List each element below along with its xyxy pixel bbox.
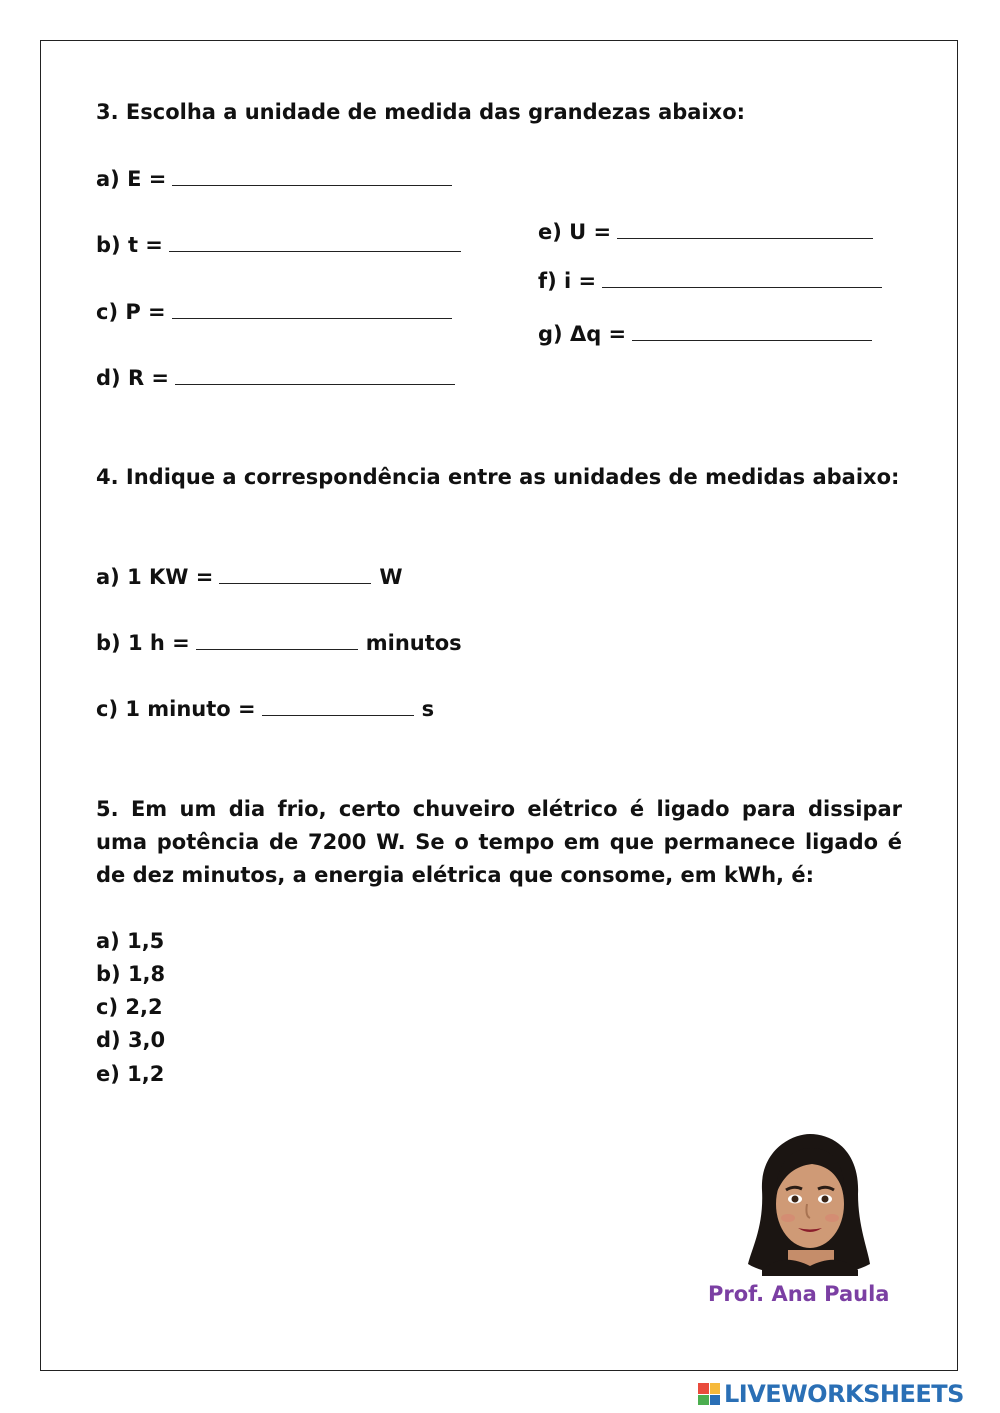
q4-item-b bbox=[96, 627, 462, 660]
q3-label-a: a) E = bbox=[96, 167, 167, 191]
answer-blank-d[interactable] bbox=[175, 362, 455, 385]
q4-unit-b: minutos bbox=[365, 631, 462, 655]
q3-item-b bbox=[96, 229, 461, 262]
q3-item-e bbox=[538, 216, 873, 249]
q4-item-c bbox=[96, 693, 434, 726]
q4-label-a: a) 1 KW = bbox=[96, 565, 214, 589]
answer-blank-g[interactable] bbox=[632, 318, 872, 341]
q3-label-b: b) t = bbox=[96, 233, 163, 257]
q3-title: 3. Escolha a unidade de medida das grandezas abaixo: bbox=[96, 100, 746, 124]
q3-item-a bbox=[96, 163, 452, 196]
answer-blank-b[interactable] bbox=[169, 229, 461, 252]
q4-blank-a[interactable] bbox=[219, 561, 371, 584]
liveworksheets-text: LIVEWORKSHEETS bbox=[724, 1380, 964, 1408]
q3-item-g bbox=[538, 318, 872, 351]
answer-blank-c[interactable] bbox=[172, 296, 452, 319]
q4-blank-b[interactable] bbox=[196, 627, 358, 650]
q3-label-d: d) R = bbox=[96, 366, 170, 390]
q5-option-b[interactable]: b) 1,8 bbox=[96, 962, 166, 986]
q5-text: 5. Em um dia frio, certo chuveiro elétrico é ligado para dissipar uma potência de 7200 W. Se o tempo em que permanece ligado é de dez minutos, a energia elétrica que consome, em kWh, é: bbox=[96, 797, 902, 887]
answer-blank-a[interactable] bbox=[172, 163, 452, 186]
avatar bbox=[742, 1130, 876, 1276]
q5-option-e[interactable]: e) 1,2 bbox=[96, 1062, 165, 1086]
q4-unit-c: s bbox=[421, 697, 435, 721]
q4-label-c: c) 1 minuto = bbox=[96, 697, 256, 721]
q4-blank-c[interactable] bbox=[262, 693, 414, 716]
q3-label-e: e) U = bbox=[538, 220, 612, 244]
q3-item-f bbox=[538, 265, 882, 298]
q5-option-d[interactable]: d) 3,0 bbox=[96, 1028, 166, 1052]
q4-item-a bbox=[96, 561, 403, 594]
q3-label-g: g) Δq = bbox=[538, 322, 627, 346]
q4-unit-a: W bbox=[379, 565, 403, 589]
q3-item-c bbox=[96, 296, 452, 329]
author-signature: Prof. Ana Paula bbox=[708, 1282, 890, 1306]
answer-blank-f[interactable] bbox=[602, 265, 882, 288]
q3-label-c: c) P = bbox=[96, 300, 166, 324]
q5-option-a[interactable]: a) 1,5 bbox=[96, 929, 165, 953]
liveworksheets-watermark bbox=[698, 1378, 964, 1410]
q4-title: 4. Indique a correspondência entre as unidades de medidas abaixo: bbox=[96, 465, 900, 489]
q3-item-d bbox=[96, 362, 455, 395]
liveworksheets-logo-icon bbox=[698, 1383, 720, 1405]
q3-label-f: f) i = bbox=[538, 269, 597, 293]
q5-option-c[interactable]: c) 2,2 bbox=[96, 995, 163, 1019]
q4-label-b: b) 1 h = bbox=[96, 631, 190, 655]
answer-blank-e[interactable] bbox=[617, 216, 873, 239]
